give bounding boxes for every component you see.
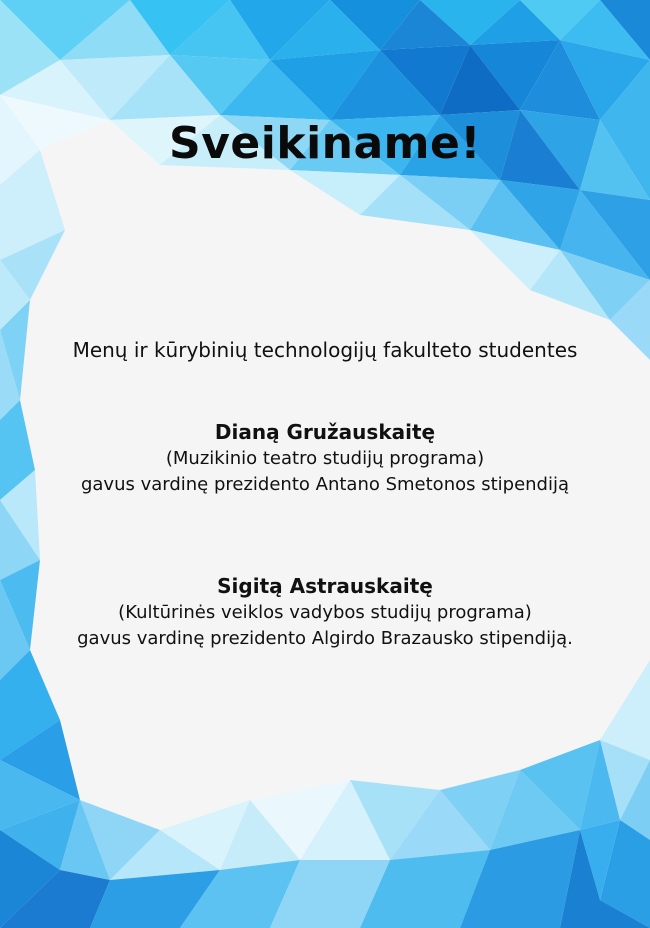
recipient-program: (Kultūrinės veiklos vadybos studijų programa) [118, 602, 532, 623]
recipient-block [0, 572, 650, 652]
recipient-award: gavus vardinę prezidento Algirdo Brazausko stipendiją. [77, 628, 573, 649]
recipient-program: (Muzikinio teatro studijų programa) [165, 448, 485, 469]
recipient-award: gavus vardinę prezidento Antano Smetonos stipendiją [80, 474, 570, 495]
page-title: Sveikiname! [169, 118, 481, 169]
recipient-name: Sigitą Astrauskaitę [217, 574, 433, 598]
faculty-intro: Menų ir kūrybinių technologijų fakulteto studentes [72, 338, 578, 362]
recipient-name: Dianą Gružauskaitę [214, 420, 436, 444]
recipient-block [0, 418, 650, 498]
